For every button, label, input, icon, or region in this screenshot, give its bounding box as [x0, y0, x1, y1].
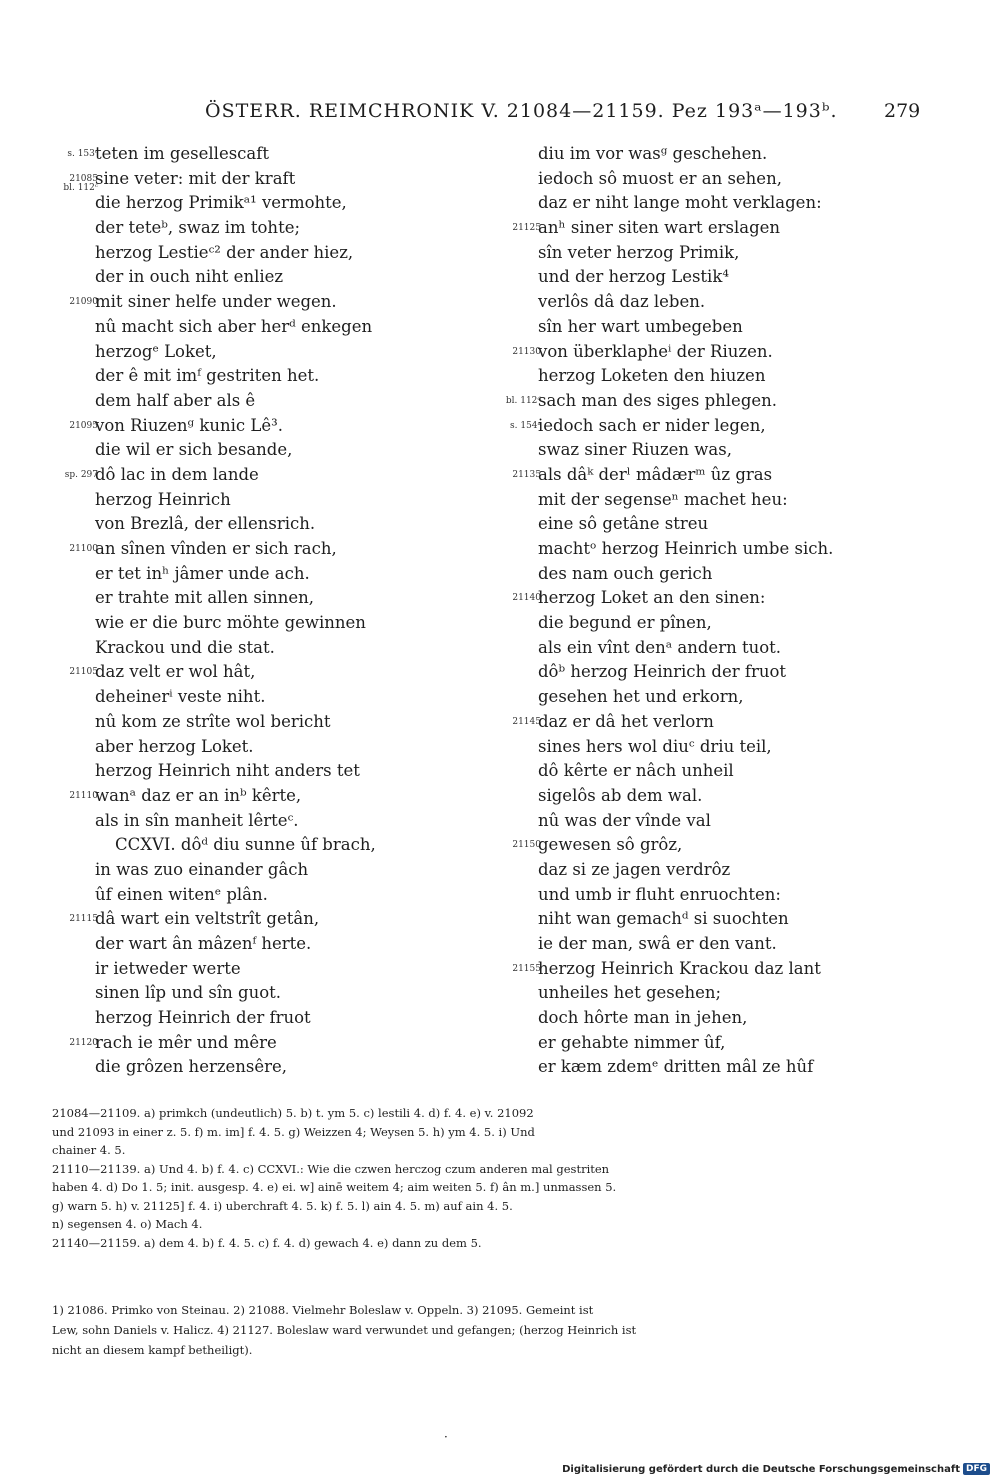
verse-line	[50, 611, 470, 636]
verse-line	[493, 389, 913, 414]
verse-line	[493, 611, 913, 636]
verse-line	[493, 710, 913, 735]
left-verse-column	[50, 142, 470, 1080]
folio-marker: bl. 112ᶜ	[63, 182, 98, 193]
verse-text: gewesen sô grôz,	[538, 835, 683, 855]
verse-text: von überklapheⁱ der Riuzen.	[538, 341, 773, 361]
verse-line	[493, 1031, 913, 1056]
verse-line	[493, 809, 913, 834]
verse-text: er tet inʰ jâmer unde ach.	[95, 563, 310, 583]
verse-line	[50, 512, 470, 537]
verse-line	[50, 463, 470, 488]
verse-line	[50, 1006, 470, 1031]
verse-line	[50, 735, 470, 760]
line-number: 21130	[512, 346, 541, 357]
verse-text: an sînen vînden er sich rach,	[95, 539, 337, 558]
verse-line	[50, 364, 470, 389]
verse-line	[50, 1031, 470, 1056]
verse-line	[493, 636, 913, 661]
verse-line	[493, 512, 913, 537]
verse-text: er gehabte nimmer ûf,	[538, 1032, 726, 1052]
page-number: 279	[884, 100, 921, 122]
verse-text: dô kêrte er nâch unheil	[538, 761, 734, 781]
verse-text: diu im vor wasᵍ geschehen.	[538, 144, 768, 163]
verse-text: der teteᵇ, swaz im tohte;	[95, 218, 301, 238]
verse-line	[493, 340, 913, 365]
verse-text: herzog Loketen den hiuzen	[538, 366, 766, 386]
variant-notes	[52, 1104, 910, 1252]
verse-text: herzog Heinrich niht anders tet	[95, 761, 360, 781]
verse-line	[50, 488, 470, 513]
footnote-line: Lew, sohn Daniels v. Halicz. 4) 21127. Boleslaw ward verwundet und gefangen; (herzog Heinrich ist	[52, 1323, 637, 1337]
line-number: 21105	[69, 667, 98, 678]
footer-credit	[562, 1461, 990, 1477]
footer-text: Digitalisierung gefördert durch die Deutsche Forschungsgemeinschaft	[562, 1463, 960, 1475]
verse-line	[493, 660, 913, 685]
page-header	[0, 100, 1000, 130]
verse-line	[50, 809, 470, 834]
verse-text: herzog Heinrich	[95, 489, 231, 509]
verse-text: daz er niht lange moht verklagen:	[538, 193, 822, 213]
variant-note-line: g) warn 5. h) v. 21125] f. 4. i) uberchraft 4. 5. k) f. 5. l) ain 4. 5. m) auf ain 4. 5.	[52, 1198, 513, 1213]
verse-line	[493, 364, 913, 389]
variant-note-line: haben 4. d) Do 1. 5; init. ausgesp. 4. e) ei. w] ainē weitem 4; aim weiten 5. f) ân m.] unmassen 5.	[52, 1180, 617, 1194]
verse-line	[493, 957, 913, 982]
decorative-mark: ·	[444, 1430, 448, 1444]
verse-line	[50, 759, 470, 784]
verse-text: sine veter: mit der kraft	[95, 168, 296, 188]
verse-text: ie der man, swâ er den vant.	[538, 934, 777, 953]
verse-line	[493, 265, 913, 290]
verse-text: iedoch sô muost er an sehen,	[538, 168, 782, 188]
verse-text: gesehen het und erkorn,	[538, 687, 744, 707]
verse-line	[50, 191, 470, 216]
verse-line	[493, 562, 913, 587]
verse-line	[493, 191, 913, 216]
verse-text: und umb ir fluht enruochten:	[538, 884, 781, 904]
verse-text: von Riuzenᵍ kunic Lê³.	[95, 415, 283, 435]
verse-line	[493, 883, 913, 908]
verse-line	[50, 438, 470, 463]
verse-text: ûf einen witenᵉ plân.	[95, 884, 268, 904]
verse-text: aber herzog Loket.	[95, 736, 254, 756]
verse-line	[50, 315, 470, 340]
line-number: 21125	[512, 223, 541, 234]
line-number: 21135	[512, 469, 541, 480]
verse-text: sach man des siges phlegen.	[538, 390, 778, 410]
verse-line	[50, 414, 470, 439]
line-number: 21090	[69, 297, 98, 308]
verse-text: der wart ân mâzenᶠ herte.	[95, 934, 312, 953]
line-number: 21095	[69, 420, 98, 431]
verse-line	[50, 340, 470, 365]
verse-text: CCXVI. dôᵈ diu sunne ûf brach,	[115, 835, 376, 855]
verse-line	[493, 784, 913, 809]
verse-line	[493, 438, 913, 463]
verse-line	[50, 586, 470, 611]
verse-text: in was zuo einander gâch	[95, 859, 309, 879]
verse-text: er kæm zdemᵉ dritten mâl ze hûf	[538, 1057, 814, 1077]
footnote-line: 1) 21086. Primko von Steinau. 2) 21088. Vielmehr Boleslaw v. Oppeln. 3) 21095. Gemeint ist	[52, 1303, 594, 1317]
verse-line	[50, 660, 470, 685]
verse-text: herzog Loket an den sinen:	[538, 588, 766, 608]
verse-line	[50, 1055, 470, 1080]
line-number: 21100	[69, 544, 98, 554]
footnotes	[52, 1300, 910, 1360]
variant-note-line: 21084—21109. a) primkch (undeutlich) 5. b) t. ym 5. c) lestili 4. d) f. 4. e) v. 21092	[52, 1106, 534, 1120]
verse-line	[493, 488, 913, 513]
verse-text: iedoch sach er nider legen,	[538, 415, 766, 435]
verse-text: der ê mit imᶠ gestriten het.	[95, 366, 320, 386]
verse-line	[493, 685, 913, 710]
line-number: 21115	[69, 914, 98, 925]
verse-line	[50, 833, 470, 858]
verse-line	[50, 883, 470, 908]
verse-text: wie er die burc möhte gewinnen	[95, 613, 366, 633]
verse-text: sigelôs ab dem wal.	[538, 785, 703, 805]
verse-text: dâ wart ein veltstrît getân,	[95, 909, 320, 929]
verse-text: wanᵃ daz er an inᵇ kêrte,	[95, 785, 302, 805]
verse-line	[50, 537, 470, 562]
running-title: ÖSTERR. REIMCHRONIK V. 21084—21159. Pez 193ᵃ—193ᵇ.	[205, 100, 838, 122]
verse-line	[50, 636, 470, 661]
variant-note-line: 21110—21139. a) Und 4. b) f. 4. c) CCXVI.: Wie die czwen herczog czum anderen mal gestriten	[52, 1161, 610, 1176]
verse-line	[50, 907, 470, 932]
line-number: 21085	[69, 173, 98, 184]
verse-text: herzogᵉ Loket,	[95, 341, 217, 361]
verse-text: doch hôrte man in jehen,	[538, 1008, 748, 1028]
verse-line	[50, 142, 470, 167]
verse-text: dôᵇ herzog Heinrich der fruot	[538, 662, 787, 682]
line-number: s. 154ᵃ	[510, 420, 541, 431]
verse-line	[50, 685, 470, 710]
variant-note-line: und 21093 in einer z. 5. f) m. im] f. 4. 5. g) Weizzen 4; Weysen 5. h) ym 4. 5. i) Und	[52, 1124, 535, 1139]
verse-text: daz velt er wol hât,	[95, 662, 256, 682]
verse-text: herzog Heinrich Krackou daz lant	[538, 958, 821, 978]
verse-line	[50, 710, 470, 735]
verse-text: mit der segenseⁿ machet heu:	[538, 489, 788, 509]
verse-text: unheiles het gesehen;	[538, 983, 722, 1003]
verse-text: sîn veter herzog Primik,	[538, 242, 740, 262]
verse-line	[50, 241, 470, 266]
line-number: 21140	[512, 593, 541, 604]
verse-line	[493, 167, 913, 192]
verse-line	[493, 142, 913, 167]
verse-text: rach ie mêr und mêre	[95, 1032, 277, 1052]
verse-text: eine sô getâne streu	[538, 514, 709, 534]
line-number: bl. 112ᵈ	[505, 395, 541, 406]
verse-text: als dâᵏ derˡ mâdærᵐ ûz gras	[538, 464, 773, 484]
verse-text: swaz siner Riuzen was,	[538, 440, 732, 460]
variant-note-line: 21140—21159. a) dem 4. b) f. 4. 5. c) f. 4. d) gewach 4. e) dann zu dem 5.	[52, 1235, 482, 1250]
verse-text: von Brezlâ, der ellensrich.	[95, 514, 316, 534]
verse-line	[50, 389, 470, 414]
verse-line	[493, 858, 913, 883]
verse-text: die grôzen herzensêre,	[95, 1057, 288, 1077]
verse-text: als ein vînt denᵃ andern tuot.	[538, 637, 782, 657]
verse-line	[493, 290, 913, 315]
dfg-logo: DFG	[963, 1463, 990, 1475]
verse-text: nû macht sich aber herᵈ enkegen	[95, 316, 373, 336]
verse-text: des nam ouch gerich	[538, 563, 713, 583]
verse-line	[493, 1055, 913, 1080]
verse-text: ir ietweder werte	[95, 958, 241, 978]
verse-text: niht wan gemachᵈ si suochten	[538, 909, 789, 929]
verse-text: dô lac in dem lande	[95, 464, 259, 484]
verse-text: die herzog Primikᵃ¹ vermohte,	[95, 193, 347, 213]
verse-line	[50, 784, 470, 809]
verse-line	[50, 290, 470, 315]
footnote-line: nicht an diesem kampf betheiligt).	[52, 1343, 253, 1357]
verse-line	[50, 562, 470, 587]
verse-text: Krackou und die stat.	[95, 637, 275, 657]
verse-line	[50, 858, 470, 883]
verse-text: sîn her wart umbegeben	[538, 316, 743, 336]
verse-line	[493, 315, 913, 340]
line-number: 21120	[69, 1037, 98, 1048]
verse-line	[50, 981, 470, 1006]
verse-line	[493, 735, 913, 760]
verse-line	[493, 1006, 913, 1031]
line-number: s. 153ᶜ	[67, 149, 98, 159]
verse-line	[493, 414, 913, 439]
verse-text: sinen lîp und sîn guot.	[95, 983, 282, 1003]
verse-line	[493, 216, 913, 241]
verse-text: herzog Lestieᶜ² der ander hiez,	[95, 242, 354, 262]
verse-line	[493, 586, 913, 611]
variant-note-line: n) segensen 4. o) Mach 4.	[52, 1217, 203, 1231]
verse-text: als in sîn manheit lêrteᶜ.	[95, 810, 299, 830]
line-number: 21150	[512, 840, 541, 851]
verse-line	[50, 932, 470, 957]
verse-line	[50, 265, 470, 290]
verse-text: die wil er sich besande,	[95, 440, 293, 460]
verse-text: herzog Heinrich der fruot	[95, 1008, 311, 1028]
verse-text: sines hers wol diuᶜ driu teil,	[538, 736, 772, 756]
variant-note-line: chainer 4. 5.	[52, 1143, 126, 1157]
verse-line	[493, 981, 913, 1006]
verse-text: der in ouch niht enliez	[95, 267, 284, 287]
verse-line	[493, 241, 913, 266]
verse-text: nû was der vînde val	[538, 810, 711, 830]
verse-text: und der herzog Lestik⁴	[538, 267, 729, 287]
verse-line	[493, 932, 913, 957]
verse-text: anʰ siner siten wart erslagen	[538, 218, 781, 238]
right-verse-column	[493, 142, 913, 1080]
verse-text: teten im gesellescaft	[95, 144, 269, 163]
verse-line	[50, 167, 470, 192]
verse-line	[493, 833, 913, 858]
verse-line	[493, 463, 913, 488]
verse-text: verlôs dâ daz leben.	[538, 292, 706, 312]
verse-line	[493, 537, 913, 562]
verse-line	[493, 907, 913, 932]
line-number: 21155	[512, 963, 541, 974]
verse-text: deheinerⁱ veste niht.	[95, 687, 266, 707]
verse-text: daz er dâ het verlorn	[538, 711, 714, 731]
verse-text: dem half aber als ê	[95, 390, 256, 410]
verse-text: mit siner helfe under wegen.	[95, 292, 337, 312]
verse-text: er trahte mit allen sinnen,	[95, 588, 314, 608]
verse-text: die begund er pînen,	[538, 613, 712, 633]
verse-text: daz si ze jagen verdrôz	[538, 859, 731, 879]
line-number: sp. 297	[64, 469, 98, 480]
verse-text: machtᵒ herzog Heinrich umbe sich.	[538, 539, 834, 558]
verse-line	[50, 957, 470, 982]
line-number: 21145	[512, 716, 541, 727]
verse-text: nû kom ze strîte wol bericht	[95, 711, 331, 731]
verse-line	[50, 216, 470, 241]
line-number: 21110	[69, 790, 98, 801]
verse-line	[493, 759, 913, 784]
